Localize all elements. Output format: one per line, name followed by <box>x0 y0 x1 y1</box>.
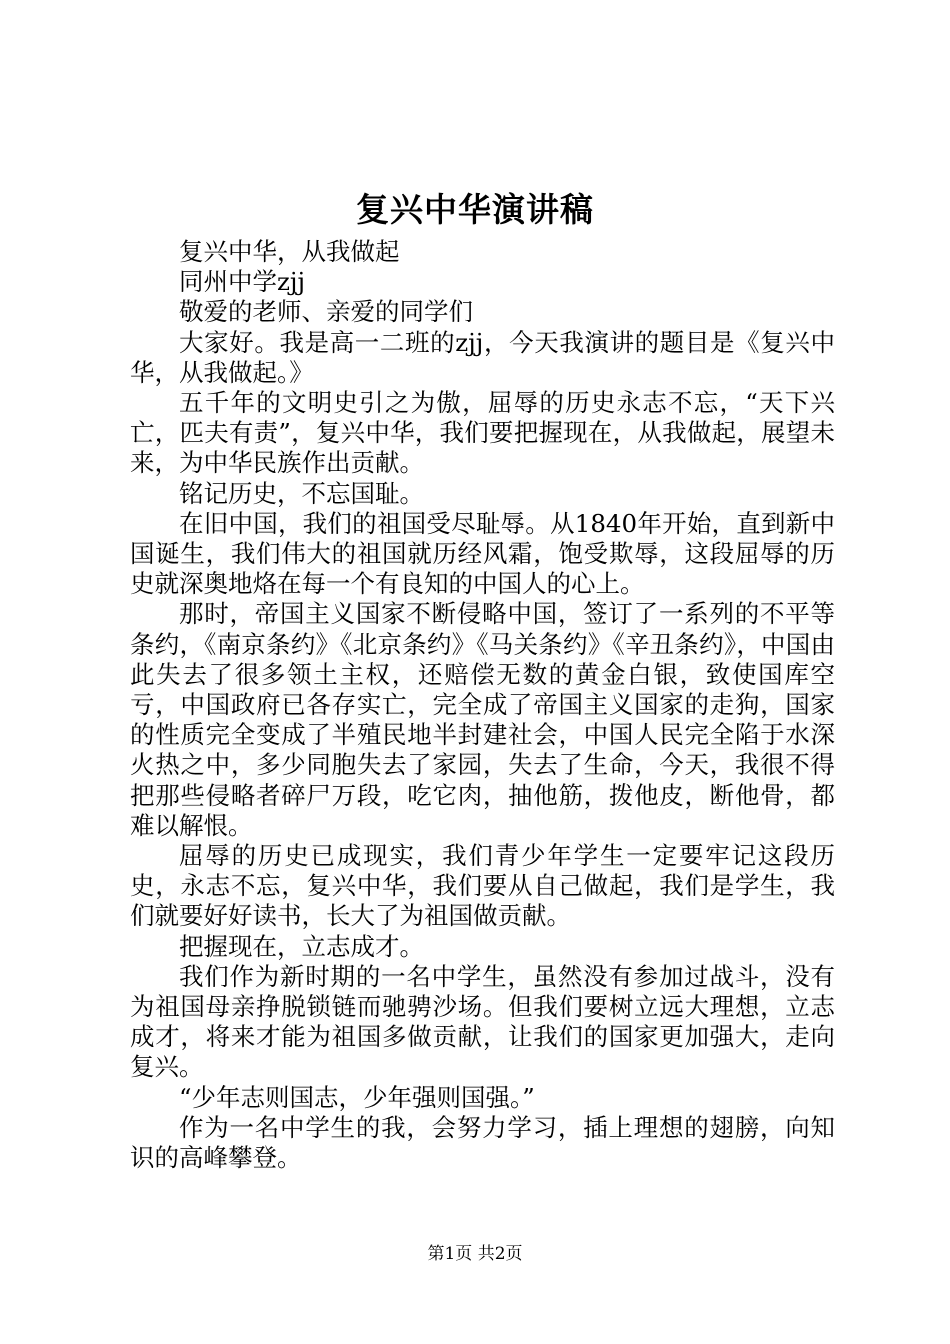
paragraph: 把握现在，立志成才。 <box>179 931 424 961</box>
document-body <box>130 237 835 1173</box>
paragraph: “少年志则国志，少年强则国强。” <box>179 1082 535 1112</box>
paragraph: 那时，帝国主义国家不断侵略中国，签订了一系列的不平等条约，《南京条约》《北京条约》《马关条约》《辛丑条约》，中国由此失去了很多领土主权，还赔偿无数的黄金白银，致使国库空亏，中国政府已各存实亡，完全成了帝国主义国家的走狗，国家的性质完全变成了半殖民地半封建社会，中国人民完全陷于水深火热之中，多少同胞失去了家园，失去了生命，今天，我很不得把那些侵略者碎尸万段，吃它肉，抽他筋，拨他皮，断他骨，都难以解恨。 <box>130 599 835 840</box>
paragraph: 作为一名中学生的我，会努力学习，插上理想的翅膀，向知识的高峰攀登。 <box>130 1112 835 1173</box>
document-title: 复兴中华演讲稿 <box>356 190 594 229</box>
paragraph: 在旧中国，我们的祖国受尽耻辱。从1840年开始，直到新中国诞生，我们伟大的祖国就历经风霜，饱受欺辱，这段屈辱的历史就深奥地烙在每一个有良知的中国人的心上。 <box>130 508 835 599</box>
paragraph: 五千年的文明史引之为傲，屈辱的历史永志不忘，“天下兴亡，匹夫有责”，复兴中华，我们要把握现在，从我做起，展望未来，为中华民族作出贡献。 <box>130 388 835 478</box>
paragraph: 敬爱的老师、亲爱的同学们 <box>179 297 473 327</box>
paragraph: 我们作为新时期的一名中学生，虽然没有参加过战斗，没有为祖国母亲挣脱锁链而驰骋沙场。但我们要树立远大理想，立志成才，将来才能为祖国多做贡献，让我们的国家更加强大，走向复兴。 <box>130 961 835 1082</box>
paragraph: 大家好。我是高一二班的zjj，今天我演讲的题目是《复兴中华，从我做起。》 <box>130 327 835 387</box>
page-footer: 第1页 共2页 <box>427 1244 523 1264</box>
paragraph: 铭记历史，不忘国耻。 <box>179 478 424 508</box>
paragraph: 同州中学zjj <box>179 267 306 297</box>
paragraph: 屈辱的历史已成现实，我们青少年学生一定要牢记这段历史，永志不忘，复兴中华，我们要从自己做起，我们是学生，我们就要好好读书，长大了为祖国做贡献。 <box>130 841 835 931</box>
paragraph: 复兴中华，从我做起 <box>179 237 400 266</box>
